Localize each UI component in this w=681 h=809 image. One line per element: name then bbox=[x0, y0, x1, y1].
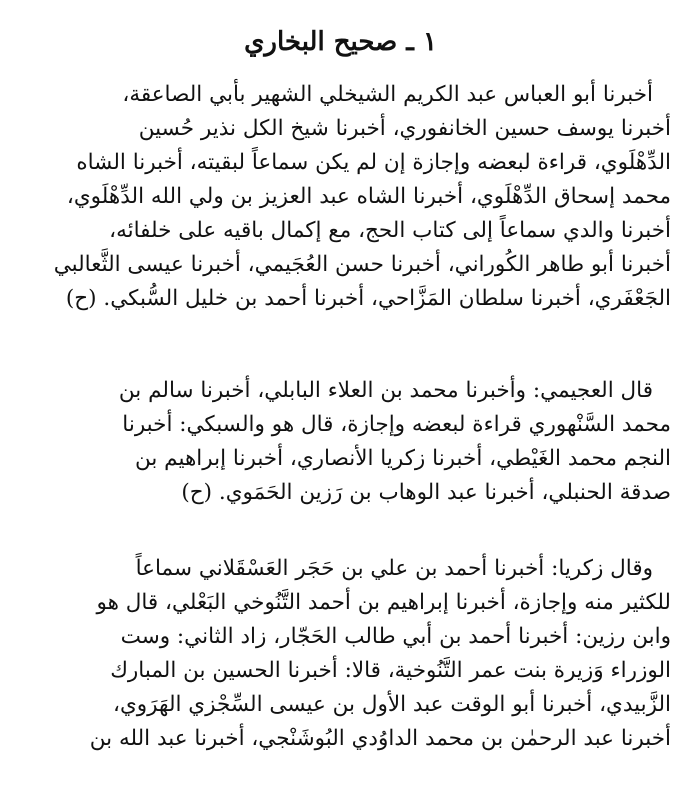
text-line: محمد السَّنْهوري قراءة لبعضه وإجازة، قال هو والسبكي: أخبرنا bbox=[122, 412, 671, 437]
section-heading: ١ ـ صحيح البخاري bbox=[244, 27, 437, 57]
text-line: النجم محمد الغَيْطي، أخبرنا زكريا الأنصاري، أخبرنا إبراهيم بن bbox=[134, 446, 671, 471]
text-line: صدقة الحنبلي، أخبرنا عبد الوهاب بن رَزين الحَمَوي. (ح) bbox=[181, 480, 671, 505]
text-line: أخبرنا يوسف حسين الخانفوري، أخبرنا شيخ الكل نذير حُسين bbox=[138, 116, 671, 141]
paragraph-1 bbox=[10, 78, 671, 316]
text-line: الدِّهْلَوي، قراءة لبعضه وإجازة إن لم يكن سماعاً لبقيته، أخبرنا الشاه bbox=[76, 150, 671, 175]
paragraph-2 bbox=[10, 374, 671, 510]
paragraph-3 bbox=[10, 552, 671, 756]
text-line: أخبرنا أبو طاهر الكُوراني، أخبرنا حسن العُجَيمي، أخبرنا عيسى الثَّعالبي bbox=[53, 252, 671, 277]
text-line: الزَّبيدي، أخبرنا أبو الوقت عبد الأول بن عيسى السِّجْزي الهَرَوي، bbox=[113, 692, 671, 717]
text-line: وقال زكريا: أخبرنا أحمد بن علي بن حَجَر العَسْقَلاني سماعاً bbox=[135, 556, 653, 581]
text-line: أخبرنا أبو العباس عبد الكريم الشيخلي الشهير بأبي الصاعقة، bbox=[122, 82, 653, 107]
text-line: أخبرنا عبد الرحمٰن بن محمد الداوُدي البُوشَنْجي، أخبرنا عبد الله بن bbox=[89, 726, 671, 751]
text-line: وابن رزين: أخبرنا أحمد بن أبي طالب الحَجّار، زاد الثاني: وست bbox=[120, 624, 671, 649]
text-line: محمد إسحاق الدِّهْلَوي، أخبرنا الشاه عبد العزيز بن ولي الله الدِّهْلَوي، bbox=[66, 184, 671, 209]
text-line: الجَعْفَري، أخبرنا سلطان المَزَّاحي، أخبرنا أحمد بن خليل السُّبكي. (ح) bbox=[65, 286, 671, 311]
text-line: أخبرنا والدي سماعاً إلى كتاب الحج، مع إكمال باقيه على خلفائه، bbox=[109, 218, 671, 243]
text-line: للكثير منه وإجازة، أخبرنا إبراهيم بن أحمد التَّنُوخي البَعْلي، قال هو bbox=[96, 590, 671, 615]
text-line: قال العجيمي: وأخبرنا محمد بن العلاء البابلي، أخبرنا سالم بن bbox=[118, 378, 653, 403]
text-line: الوزراء وَزيرة بنت عمر التَّنُوخية، قالا: أخبرنا الحسين بن المبارك bbox=[110, 658, 671, 683]
